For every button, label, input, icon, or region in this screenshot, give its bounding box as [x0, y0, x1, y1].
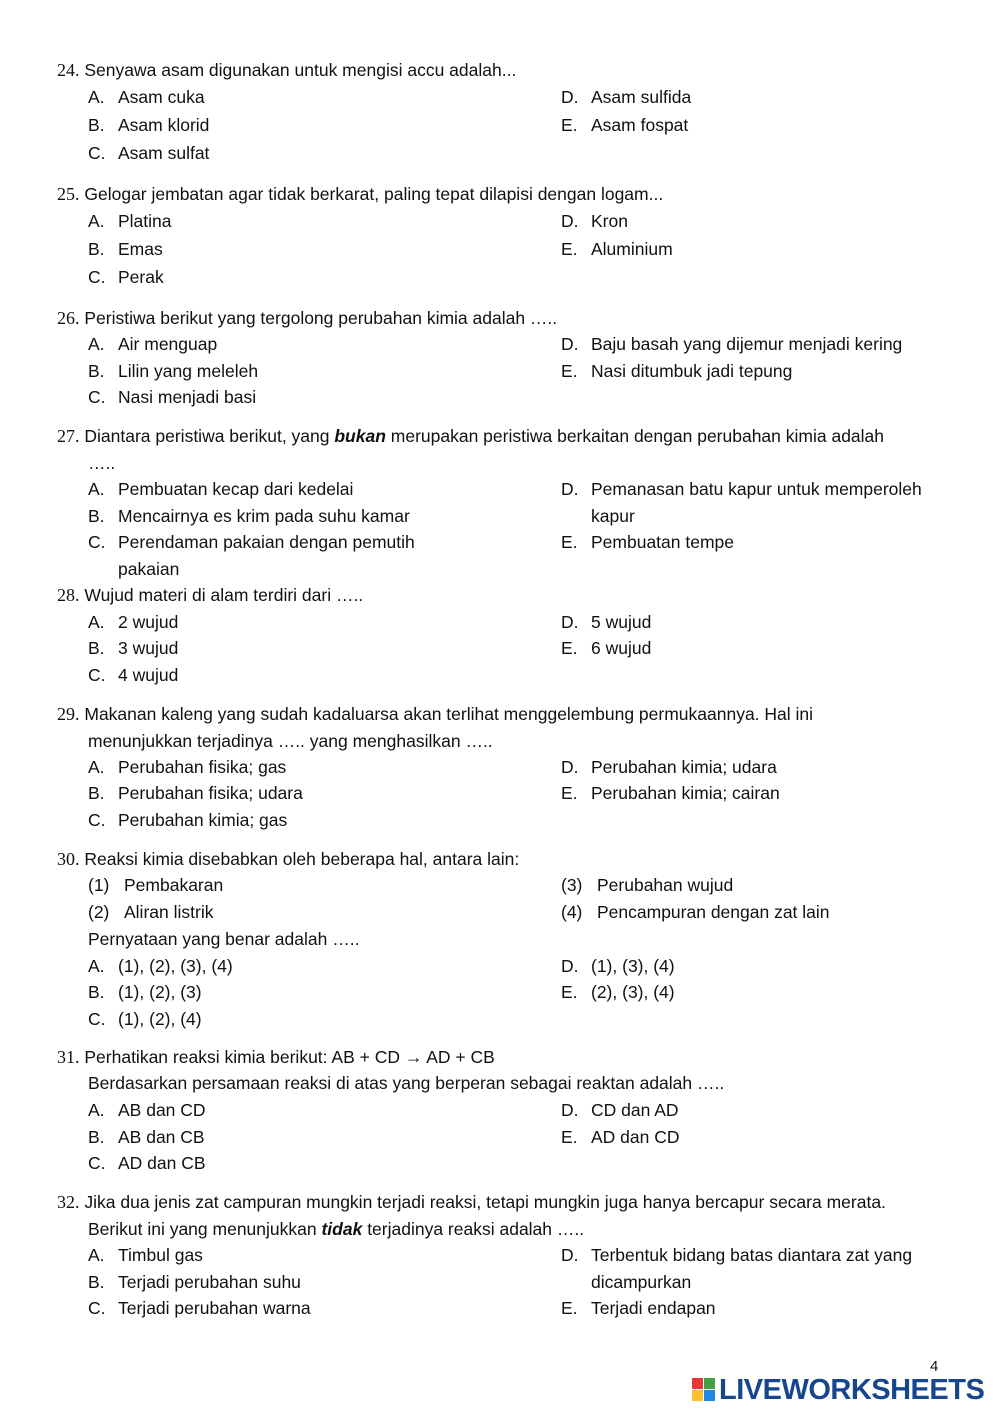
question-number: 30.: [57, 849, 80, 869]
option-c[interactable]: C. Perubahan kimia; gas: [88, 810, 288, 830]
option-c[interactable]: C. Asam sulfat: [88, 143, 210, 163]
logo-square-blue: [704, 1390, 715, 1401]
option-d-continued: dicampurkan: [591, 1272, 692, 1292]
option-d[interactable]: D. Perubahan kimia; udara: [561, 757, 777, 777]
option-b[interactable]: B. Asam klorid: [88, 115, 210, 135]
question-24: [57, 59, 516, 81]
liveworksheets-logo[interactable]: [692, 1373, 984, 1407]
logo-square-red: [692, 1378, 703, 1389]
page-number: 4: [930, 1358, 939, 1375]
statement-4: (4) Pencampuran dengan zat lain: [561, 902, 830, 922]
question-text: Reaksi kimia disebabkan oleh beberapa hal, antara lain:: [84, 849, 520, 869]
option-d[interactable]: D. (1), (3), (4): [561, 956, 675, 976]
question-number: 27.: [57, 426, 80, 446]
option-a[interactable]: A. Pembuatan kecap dari kedelai: [88, 479, 354, 499]
option-a[interactable]: A. Platina: [88, 211, 172, 231]
emphasis-word: bukan: [334, 426, 386, 446]
question-text-line2: Berikut ini yang menunjukkan tidak terjadinya reaksi adalah …..: [88, 1219, 585, 1239]
option-d[interactable]: D. Kron: [561, 211, 628, 231]
option-a[interactable]: A. Timbul gas: [88, 1245, 203, 1265]
question-25: [57, 183, 663, 205]
option-e[interactable]: E. Nasi ditumbuk jadi tepung: [561, 361, 793, 381]
question-text: Perhatikan reaksi kimia berikut: AB + CD → AD + CB: [84, 1047, 495, 1067]
question-number: 29.: [57, 704, 80, 724]
question-27: 27. Diantara peristiwa berikut, yang bukan merupakan peristiwa berkaitan dengan perubahan kimia adalah: [57, 426, 885, 446]
option-b[interactable]: B. Perubahan fisika; udara: [88, 783, 303, 803]
question-31: [57, 1046, 495, 1068]
logo-square-green: [704, 1378, 715, 1389]
option-b[interactable]: B. Emas: [88, 239, 163, 259]
question-30: [57, 848, 519, 870]
statement-3: (3) Perubahan wujud: [561, 875, 734, 895]
question-26: [57, 307, 557, 329]
option-e[interactable]: E. (2), (3), (4): [561, 982, 675, 1002]
option-b[interactable]: B. Lilin yang meleleh: [88, 361, 259, 381]
option-e[interactable]: E. Perubahan kimia; cairan: [561, 783, 780, 803]
question-text: Peristiwa berikut yang tergolong perubahan kimia adalah …..: [84, 308, 558, 328]
question-29: [57, 703, 813, 725]
option-c[interactable]: C. Nasi menjadi basi: [88, 387, 257, 407]
question-text: Jika dua jenis zat campuran mungkin terjadi reaksi, tetapi mungkin juga hanya bercapur secara merata.: [84, 1192, 886, 1212]
option-c[interactable]: C. Perak: [88, 267, 164, 287]
option-a[interactable]: A. Air menguap: [88, 334, 218, 354]
option-d[interactable]: D. 5 wujud: [561, 612, 652, 632]
question-text: Gelogar jembatan agar tidak berkarat, paling tepat dilapisi dengan logam...: [84, 184, 664, 204]
question-text-line2: menunjukkan terjadinya ….. yang menghasilkan …..: [88, 731, 493, 751]
question-number: 31.: [57, 1047, 80, 1067]
logo-text: LIVEWORKSHEETS: [719, 1373, 985, 1406]
option-c[interactable]: C. 4 wujud: [88, 665, 179, 685]
option-b[interactable]: B. (1), (2), (3): [88, 982, 202, 1002]
option-d-continued: kapur: [591, 506, 635, 526]
statement-2: (2) Aliran listrik: [88, 902, 214, 922]
option-a[interactable]: A. AB dan CD: [88, 1100, 206, 1120]
question-number: 26.: [57, 308, 80, 328]
option-b[interactable]: B. AB dan CB: [88, 1127, 205, 1147]
logo-square-yellow: [692, 1390, 703, 1401]
option-e[interactable]: E. AD dan CD: [561, 1127, 680, 1147]
option-b[interactable]: B. 3 wujud: [88, 638, 179, 658]
option-e[interactable]: E. Pembuatan tempe: [561, 532, 735, 552]
question-text-line2: …..: [88, 453, 116, 473]
option-c[interactable]: C. AD dan CB: [88, 1153, 206, 1173]
question-prompt: Pernyataan yang benar adalah …..: [88, 929, 360, 949]
question-32: [57, 1191, 886, 1213]
option-a[interactable]: A. Perubahan fisika; gas: [88, 757, 287, 777]
question-number: 32.: [57, 1192, 80, 1212]
question-number: 25.: [57, 184, 80, 204]
emphasis-word: tidak: [321, 1219, 363, 1239]
option-c[interactable]: C. Terjadi perubahan warna: [88, 1298, 311, 1318]
option-e[interactable]: E. 6 wujud: [561, 638, 652, 658]
option-e[interactable]: E. Aluminium: [561, 239, 673, 259]
option-d[interactable]: D. Asam sulfida: [561, 87, 692, 107]
option-a[interactable]: A. (1), (2), (3), (4): [88, 956, 233, 976]
option-b[interactable]: B. Mencairnya es krim pada suhu kamar: [88, 506, 410, 526]
question-number: 28.: [57, 585, 80, 605]
question-text: Makanan kaleng yang sudah kadaluarsa akan terlihat menggelembung permukaannya. Hal ini: [84, 704, 814, 724]
logo-mark-icon: [692, 1378, 716, 1402]
option-c[interactable]: C. (1), (2), (4): [88, 1009, 202, 1029]
option-c-continued: pakaian: [118, 559, 180, 579]
option-c[interactable]: C. Perendaman pakaian dengan pemutih: [88, 532, 415, 552]
question-number: 24.: [57, 60, 80, 80]
option-b[interactable]: B. Terjadi perubahan suhu: [88, 1272, 301, 1292]
option-d[interactable]: D. Terbentuk bidang batas diantara zat yang: [561, 1245, 913, 1265]
option-a[interactable]: A. Asam cuka: [88, 87, 205, 107]
option-d[interactable]: D. Pemanasan batu kapur untuk memperoleh: [561, 479, 922, 499]
option-a[interactable]: A. 2 wujud: [88, 612, 179, 632]
question-text: Wujud materi di alam terdiri dari …..: [84, 585, 364, 605]
option-d[interactable]: D. CD dan AD: [561, 1100, 679, 1120]
question-text: Senyawa asam digunakan untuk mengisi accu adalah...: [84, 60, 517, 80]
question-text-line2: Berdasarkan persamaan reaksi di atas yang berperan sebagai reaktan adalah …..: [88, 1073, 725, 1093]
option-e[interactable]: E. Terjadi endapan: [561, 1298, 716, 1318]
option-e[interactable]: E. Asam fospat: [561, 115, 689, 135]
statement-1: (1) Pembakaran: [88, 875, 224, 895]
question-28: [57, 584, 363, 606]
option-d[interactable]: D. Baju basah yang dijemur menjadi kering: [561, 334, 903, 354]
